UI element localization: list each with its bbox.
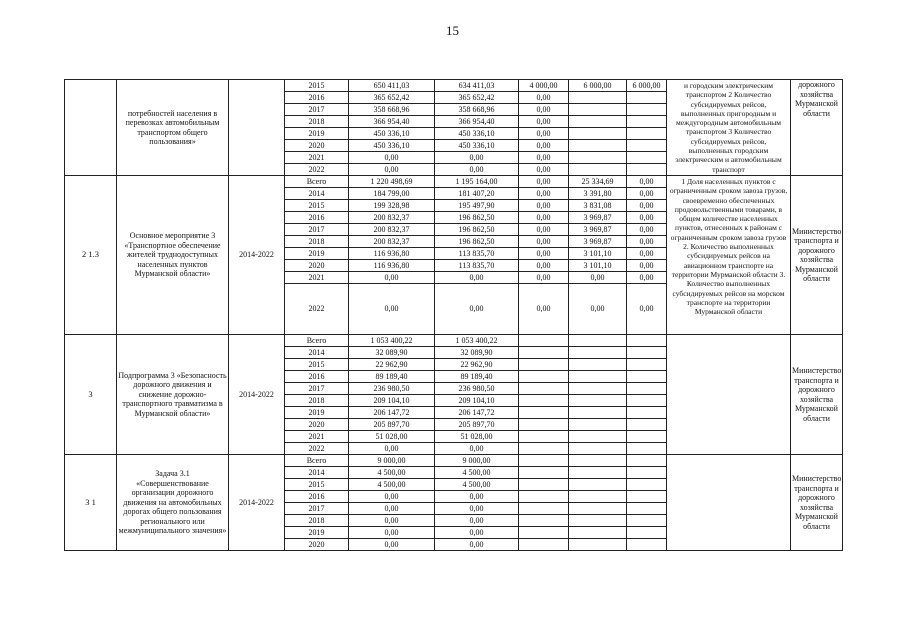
section-indicators (667, 455, 791, 551)
section-code: 3 1 (65, 455, 117, 551)
federal-budget-cell (519, 491, 569, 503)
other-funds-cell (627, 443, 667, 455)
local-budget-cell: 3 831,08 (569, 200, 627, 212)
year-cell: Всего (285, 455, 349, 467)
year-cell: 2022 (285, 443, 349, 455)
local-budget-cell (569, 455, 627, 467)
local-budget-cell (569, 140, 627, 152)
local-budget-cell (569, 104, 627, 116)
regional-budget-cell: 450 336,10 (435, 128, 519, 140)
federal-budget-cell (519, 503, 569, 515)
other-funds-cell (627, 467, 667, 479)
table-row (65, 80, 843, 92)
total-cell: 365 652,42 (349, 92, 435, 104)
other-funds-cell (627, 152, 667, 164)
year-cell: 2014 (285, 188, 349, 200)
year-cell: 2020 (285, 260, 349, 272)
other-funds-cell: 0,00 (627, 224, 667, 236)
year-cell: 2022 (285, 164, 349, 176)
year-cell: 2019 (285, 407, 349, 419)
section-code: 3 (65, 335, 117, 455)
other-funds-cell (627, 383, 667, 395)
regional-budget-cell: 89 189,40 (435, 371, 519, 383)
local-budget-cell: 25 334,69 (569, 176, 627, 188)
other-funds-cell (627, 491, 667, 503)
total-cell: 450 336,10 (349, 128, 435, 140)
regional-budget-cell: 205 897,70 (435, 419, 519, 431)
other-funds-cell (627, 431, 667, 443)
local-budget-cell (569, 152, 627, 164)
federal-budget-cell: 0,00 (519, 92, 569, 104)
year-cell: 2014 (285, 347, 349, 359)
regional-budget-cell: 366 954,40 (435, 116, 519, 128)
other-funds-cell: 0,00 (627, 188, 667, 200)
other-funds-cell (627, 479, 667, 491)
year-cell: 2017 (285, 503, 349, 515)
regional-budget-cell: 51 028,00 (435, 431, 519, 443)
regional-budget-cell: 32 089,90 (435, 347, 519, 359)
regional-budget-cell: 0,00 (435, 284, 519, 335)
local-budget-cell: 3 101,10 (569, 260, 627, 272)
federal-budget-cell (519, 479, 569, 491)
local-budget-cell: 0,00 (569, 272, 627, 284)
local-budget-cell (569, 503, 627, 515)
section-code (65, 80, 117, 176)
federal-budget-cell (519, 335, 569, 347)
federal-budget-cell: 0,00 (519, 200, 569, 212)
federal-budget-cell: 0,00 (519, 152, 569, 164)
federal-budget-cell: 0,00 (519, 272, 569, 284)
section-period: 2014-2022 (229, 455, 285, 551)
year-cell: 2019 (285, 248, 349, 260)
local-budget-cell (569, 359, 627, 371)
local-budget-cell (569, 347, 627, 359)
section-name: Задача 3.1 «Совершенствование организации дорожного движения на автомобильных дорогах общего пользования регионального или межмуниципального значения» (117, 455, 229, 551)
budget-table (64, 79, 843, 551)
total-cell: 0,00 (349, 272, 435, 284)
federal-budget-cell (519, 539, 569, 551)
other-funds-cell: 0,00 (627, 284, 667, 335)
local-budget-cell (569, 407, 627, 419)
regional-budget-cell: 113 835,70 (435, 248, 519, 260)
regional-budget-cell: 9 000,00 (435, 455, 519, 467)
other-funds-cell: 0,00 (627, 236, 667, 248)
other-funds-cell (627, 407, 667, 419)
other-funds-cell (627, 419, 667, 431)
total-cell: 0,00 (349, 284, 435, 335)
total-cell: 89 189,40 (349, 371, 435, 383)
regional-budget-cell: 0,00 (435, 272, 519, 284)
year-cell: 2020 (285, 140, 349, 152)
other-funds-cell (627, 527, 667, 539)
local-budget-cell (569, 128, 627, 140)
regional-budget-cell: 1 195 164,00 (435, 176, 519, 188)
other-funds-cell (627, 515, 667, 527)
regional-budget-cell: 196 862,50 (435, 236, 519, 248)
regional-budget-cell: 1 053 400,22 (435, 335, 519, 347)
year-cell: 2020 (285, 539, 349, 551)
table-row (65, 335, 843, 347)
year-cell: 2019 (285, 128, 349, 140)
total-cell: 1 053 400,22 (349, 335, 435, 347)
federal-budget-cell (519, 467, 569, 479)
other-funds-cell (627, 347, 667, 359)
year-cell: 2019 (285, 527, 349, 539)
local-budget-cell (569, 443, 627, 455)
page-number: 15 (446, 23, 459, 38)
local-budget-cell (569, 335, 627, 347)
federal-budget-cell (519, 419, 569, 431)
year-cell: 2016 (285, 92, 349, 104)
other-funds-cell: 0,00 (627, 260, 667, 272)
regional-budget-cell: 0,00 (435, 515, 519, 527)
federal-budget-cell: 0,00 (519, 284, 569, 335)
federal-budget-cell (519, 371, 569, 383)
total-cell: 4 500,00 (349, 479, 435, 491)
federal-budget-cell (519, 455, 569, 467)
year-cell: 2020 (285, 419, 349, 431)
regional-budget-cell: 0,00 (435, 164, 519, 176)
regional-budget-cell: 450 336,10 (435, 140, 519, 152)
year-cell: 2014 (285, 467, 349, 479)
section-period (229, 80, 285, 176)
local-budget-cell (569, 116, 627, 128)
regional-budget-cell: 0,00 (435, 152, 519, 164)
other-funds-cell (627, 371, 667, 383)
regional-budget-cell: 0,00 (435, 539, 519, 551)
local-budget-cell (569, 383, 627, 395)
year-cell: 2016 (285, 212, 349, 224)
year-cell: 2021 (285, 272, 349, 284)
local-budget-cell (569, 419, 627, 431)
year-cell: 2021 (285, 152, 349, 164)
regional-budget-cell: 181 407,20 (435, 188, 519, 200)
total-cell: 116 936,80 (349, 260, 435, 272)
total-cell: 200 832,37 (349, 236, 435, 248)
section-executor: Министерство транспорта и дорожного хозяйства Мурманской области (791, 455, 843, 551)
other-funds-cell (627, 128, 667, 140)
regional-budget-cell: 0,00 (435, 491, 519, 503)
other-funds-cell: 6 000,00 (627, 80, 667, 92)
year-cell: 2022 (285, 284, 349, 335)
year-cell: 2017 (285, 383, 349, 395)
regional-budget-cell: 22 962,90 (435, 359, 519, 371)
total-cell: 0,00 (349, 152, 435, 164)
local-budget-cell (569, 515, 627, 527)
regional-budget-cell: 358 668,96 (435, 104, 519, 116)
total-cell: 0,00 (349, 164, 435, 176)
year-cell: 2015 (285, 80, 349, 92)
federal-budget-cell: 0,00 (519, 248, 569, 260)
local-budget-cell: 0,00 (569, 284, 627, 335)
local-budget-cell (569, 431, 627, 443)
total-cell: 4 500,00 (349, 467, 435, 479)
local-budget-cell (569, 491, 627, 503)
federal-budget-cell: 0,00 (519, 128, 569, 140)
total-cell: 450 336,10 (349, 140, 435, 152)
regional-budget-cell: 209 104,10 (435, 395, 519, 407)
federal-budget-cell: 0,00 (519, 236, 569, 248)
total-cell: 0,00 (349, 443, 435, 455)
federal-budget-cell: 0,00 (519, 104, 569, 116)
federal-budget-cell: 0,00 (519, 176, 569, 188)
local-budget-cell (569, 371, 627, 383)
year-cell: 2017 (285, 224, 349, 236)
local-budget-cell (569, 164, 627, 176)
total-cell: 1 220 498,69 (349, 176, 435, 188)
section-period: 2014-2022 (229, 176, 285, 335)
regional-budget-cell: 206 147,72 (435, 407, 519, 419)
regional-budget-cell: 196 862,50 (435, 224, 519, 236)
total-cell: 32 089,90 (349, 347, 435, 359)
federal-budget-cell: 0,00 (519, 140, 569, 152)
local-budget-cell (569, 527, 627, 539)
federal-budget-cell (519, 383, 569, 395)
year-cell: 2018 (285, 395, 349, 407)
local-budget-cell: 3 101,10 (569, 248, 627, 260)
other-funds-cell: 0,00 (627, 200, 667, 212)
year-cell: 2018 (285, 236, 349, 248)
federal-budget-cell (519, 515, 569, 527)
other-funds-cell (627, 140, 667, 152)
other-funds-cell (627, 116, 667, 128)
year-cell: 2017 (285, 104, 349, 116)
total-cell: 116 936,80 (349, 248, 435, 260)
local-budget-cell (569, 467, 627, 479)
regional-budget-cell: 4 500,00 (435, 479, 519, 491)
year-cell: 2016 (285, 491, 349, 503)
section-name: потребностей населения в перевозках автомобильным транспортом общего пользования» (117, 80, 229, 176)
other-funds-cell (627, 164, 667, 176)
total-cell: 200 832,37 (349, 212, 435, 224)
federal-budget-cell: 0,00 (519, 116, 569, 128)
year-cell: 2021 (285, 431, 349, 443)
other-funds-cell: 0,00 (627, 212, 667, 224)
total-cell: 358 668,96 (349, 104, 435, 116)
regional-budget-cell: 4 500,00 (435, 467, 519, 479)
table-row (65, 455, 843, 467)
regional-budget-cell: 0,00 (435, 527, 519, 539)
total-cell: 199 328,98 (349, 200, 435, 212)
section-executor: дорожного хозяйства Мурманской области (791, 80, 843, 176)
section-executor: Министерство транспорта и дорожного хозяйства Мурманской области (791, 176, 843, 335)
year-cell: Всего (285, 335, 349, 347)
regional-budget-cell: 634 411,03 (435, 80, 519, 92)
total-cell: 0,00 (349, 515, 435, 527)
total-cell: 206 147,72 (349, 407, 435, 419)
section-indicators (667, 335, 791, 455)
local-budget-cell: 3 969,87 (569, 212, 627, 224)
other-funds-cell: 0,00 (627, 272, 667, 284)
regional-budget-cell: 0,00 (435, 503, 519, 515)
federal-budget-cell: 0,00 (519, 260, 569, 272)
federal-budget-cell: 4 000,00 (519, 80, 569, 92)
regional-budget-cell: 365 652,42 (435, 92, 519, 104)
other-funds-cell (627, 539, 667, 551)
total-cell: 200 832,37 (349, 224, 435, 236)
federal-budget-cell: 0,00 (519, 188, 569, 200)
local-budget-cell (569, 395, 627, 407)
total-cell: 650 411,03 (349, 80, 435, 92)
local-budget-cell (569, 92, 627, 104)
federal-budget-cell (519, 443, 569, 455)
regional-budget-cell: 195 497,90 (435, 200, 519, 212)
total-cell: 0,00 (349, 527, 435, 539)
regional-budget-cell: 196 862,50 (435, 212, 519, 224)
year-cell: 2015 (285, 359, 349, 371)
other-funds-cell: 0,00 (627, 248, 667, 260)
local-budget-cell (569, 479, 627, 491)
total-cell: 236 980,50 (349, 383, 435, 395)
federal-budget-cell (519, 407, 569, 419)
other-funds-cell (627, 92, 667, 104)
section-name: Основное мероприятие 3 «Транспортное обеспечение жителей труднодоступных населенных пунктов Мурманской области» (117, 176, 229, 335)
year-cell: Всего (285, 176, 349, 188)
other-funds-cell (627, 335, 667, 347)
local-budget-cell (569, 539, 627, 551)
total-cell: 0,00 (349, 503, 435, 515)
section-indicators: и городским электрическим транспортом 2 Количество субсидируемых рейсов, выполненных пригородным и междугородным автомобильным транспортом 3 Количество субсидируемых рейсов, выполненных городским электрическим и автомобильным транспорт (667, 80, 791, 176)
total-cell: 205 897,70 (349, 419, 435, 431)
federal-budget-cell: 0,00 (519, 224, 569, 236)
year-cell: 2018 (285, 515, 349, 527)
total-cell: 184 799,00 (349, 188, 435, 200)
federal-budget-cell: 0,00 (519, 212, 569, 224)
local-budget-cell: 3 391,80 (569, 188, 627, 200)
other-funds-cell (627, 503, 667, 515)
other-funds-cell (627, 395, 667, 407)
total-cell: 0,00 (349, 539, 435, 551)
section-executor: Министерство транспорта и дорожного хозяйства Мурманской области (791, 335, 843, 455)
table-body (65, 80, 843, 551)
year-cell: 2016 (285, 371, 349, 383)
federal-budget-cell (519, 347, 569, 359)
regional-budget-cell: 0,00 (435, 443, 519, 455)
section-code: 2 1.3 (65, 176, 117, 335)
other-funds-cell (627, 104, 667, 116)
section-indicators: 1 Доля населенных пунктов с ограниченным сроком завоза грузов, своевременно обеспеченных продовольственными товарами, в общем количестве населенных пунктов, отнесенных к районам с ограниченным сроком завоза грузов 2. Количество выполненных субсидируемых рейсов на авиационном транспорте на территории Мурманской области 3. Количество выполненных субсидируемых рейсов на морском транспорте на территории Мурманской области (667, 176, 791, 335)
section-name: Подпрограмма 3 «Безопасность дорожного движения и снижение дорожно-транспортного травматизма в Мурманской области» (117, 335, 229, 455)
other-funds-cell (627, 359, 667, 371)
section-period: 2014-2022 (229, 335, 285, 455)
total-cell: 366 954,40 (349, 116, 435, 128)
federal-budget-cell (519, 527, 569, 539)
regional-budget-cell: 113 835,70 (435, 260, 519, 272)
year-cell: 2018 (285, 116, 349, 128)
year-cell: 2015 (285, 200, 349, 212)
total-cell: 51 028,00 (349, 431, 435, 443)
federal-budget-cell (519, 359, 569, 371)
total-cell: 0,00 (349, 491, 435, 503)
year-cell: 2015 (285, 479, 349, 491)
local-budget-cell: 6 000,00 (569, 80, 627, 92)
table-row (65, 176, 843, 188)
other-funds-cell: 0,00 (627, 176, 667, 188)
regional-budget-cell: 236 980,50 (435, 383, 519, 395)
federal-budget-cell (519, 395, 569, 407)
other-funds-cell (627, 455, 667, 467)
federal-budget-cell (519, 431, 569, 443)
total-cell: 9 000,00 (349, 455, 435, 467)
total-cell: 209 104,10 (349, 395, 435, 407)
total-cell: 22 962,90 (349, 359, 435, 371)
federal-budget-cell: 0,00 (519, 164, 569, 176)
local-budget-cell: 3 969,87 (569, 236, 627, 248)
local-budget-cell: 3 969,87 (569, 224, 627, 236)
